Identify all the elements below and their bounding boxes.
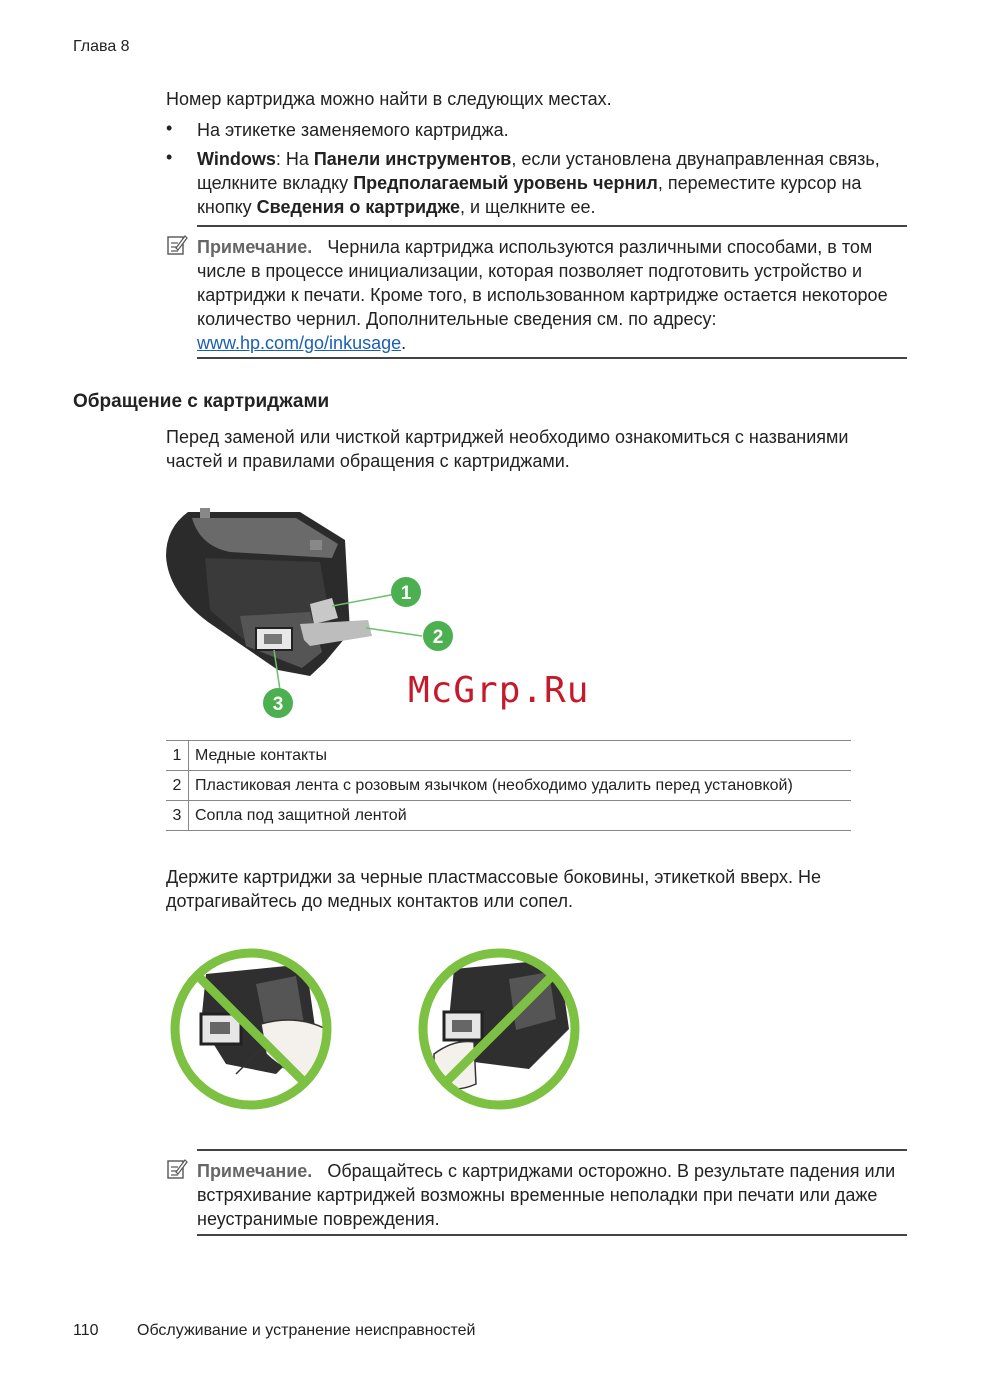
note-text: Чернила картриджа используются различными способами, в том числе в процессе инициализации, которая позволяет подготовить устройство и картриджи к печати. Кроме того, в использованном картридже остается некоторое количество чернил. Дополнительные сведения см. по адресу: [197, 237, 888, 329]
text-run: : На [275, 149, 314, 169]
table-cell-description: Медные контакты [189, 741, 852, 771]
note-divider-top [197, 1149, 907, 1151]
cartridge-body [166, 508, 372, 676]
watermark: McGrp.Ru [408, 670, 590, 711]
bullet-dot: • [166, 147, 173, 167]
table-row [166, 741, 851, 771]
callout-1-label: 1 [400, 583, 412, 604]
text-run: , и щелкните ее. [459, 197, 596, 217]
table-cell-number: 1 [166, 741, 189, 771]
footer-section: Обслуживание и устранение неисправностей [137, 1322, 476, 1339]
table-row [166, 771, 851, 801]
parts-table [166, 740, 851, 831]
bullet-dot: • [166, 118, 173, 138]
note-label: Примечание. [197, 1161, 313, 1181]
table-cell-number: 2 [166, 771, 189, 801]
table-cell-description: Пластиковая лента с розовым язычком (необходимо удалить перед установкой) [189, 771, 852, 801]
section-intro: Перед заменой или чисткой картриджей необходимо ознакомиться с названиями частей и правилами обращения с картриджами. [166, 427, 849, 471]
table-cell-number: 3 [166, 801, 189, 831]
text-run: . [401, 333, 407, 353]
bullet-item-label: На этикетке заменяемого картриджа. [197, 120, 509, 140]
do-not-touch-nozzles-image [414, 944, 584, 1114]
note-icon [166, 234, 188, 256]
windows-label: Windows [197, 149, 276, 169]
bullet-item-windows [197, 147, 887, 219]
toolbox-label: Панели инструментов [313, 149, 512, 169]
intro-text: Номер картриджа можно найти в следующих местах. [166, 89, 612, 109]
callout-2-label: 2 [432, 627, 444, 648]
cartridge-info-button-label: Сведения о картридже [256, 197, 460, 217]
note-divider-top [197, 225, 907, 227]
note-divider-bottom [197, 357, 907, 359]
text-run: , переместите курсор на кнопку [197, 173, 862, 217]
ink-level-tab-label: Предполагаемый уровень чернил [353, 173, 658, 193]
note-label: Примечание. [197, 237, 313, 257]
note-divider-bottom [197, 1234, 907, 1236]
section-title: Обращение с картриджами [73, 391, 330, 412]
inkusage-link[interactable]: www.hp.com/go/inkusage [197, 333, 402, 353]
note-icon [166, 1158, 188, 1180]
note-1 [197, 235, 897, 355]
table-row [166, 801, 851, 831]
table-cell-description: Сопла под защитной лентой [189, 801, 852, 831]
handling-text: Держите картриджи за черные пластмассовые боковины, этикеткой вверх. Не дотрагивайтесь до медных контактов или сопел. [166, 867, 821, 911]
callout-3-label: 3 [272, 694, 284, 715]
page-number: 110 [73, 1322, 99, 1339]
chapter-header: Глава 8 [73, 38, 130, 55]
text-run: , если установлена двунаправленная связь, щелкните вкладку [197, 149, 880, 193]
do-not-touch-contacts-image [166, 944, 336, 1114]
note-text: Обращайтесь с картриджами осторожно. В результате падения или встряхивание картриджей возможны временные неполадки при печати или даже неустранимые повреждения. [197, 1161, 896, 1229]
note-2 [197, 1159, 909, 1231]
